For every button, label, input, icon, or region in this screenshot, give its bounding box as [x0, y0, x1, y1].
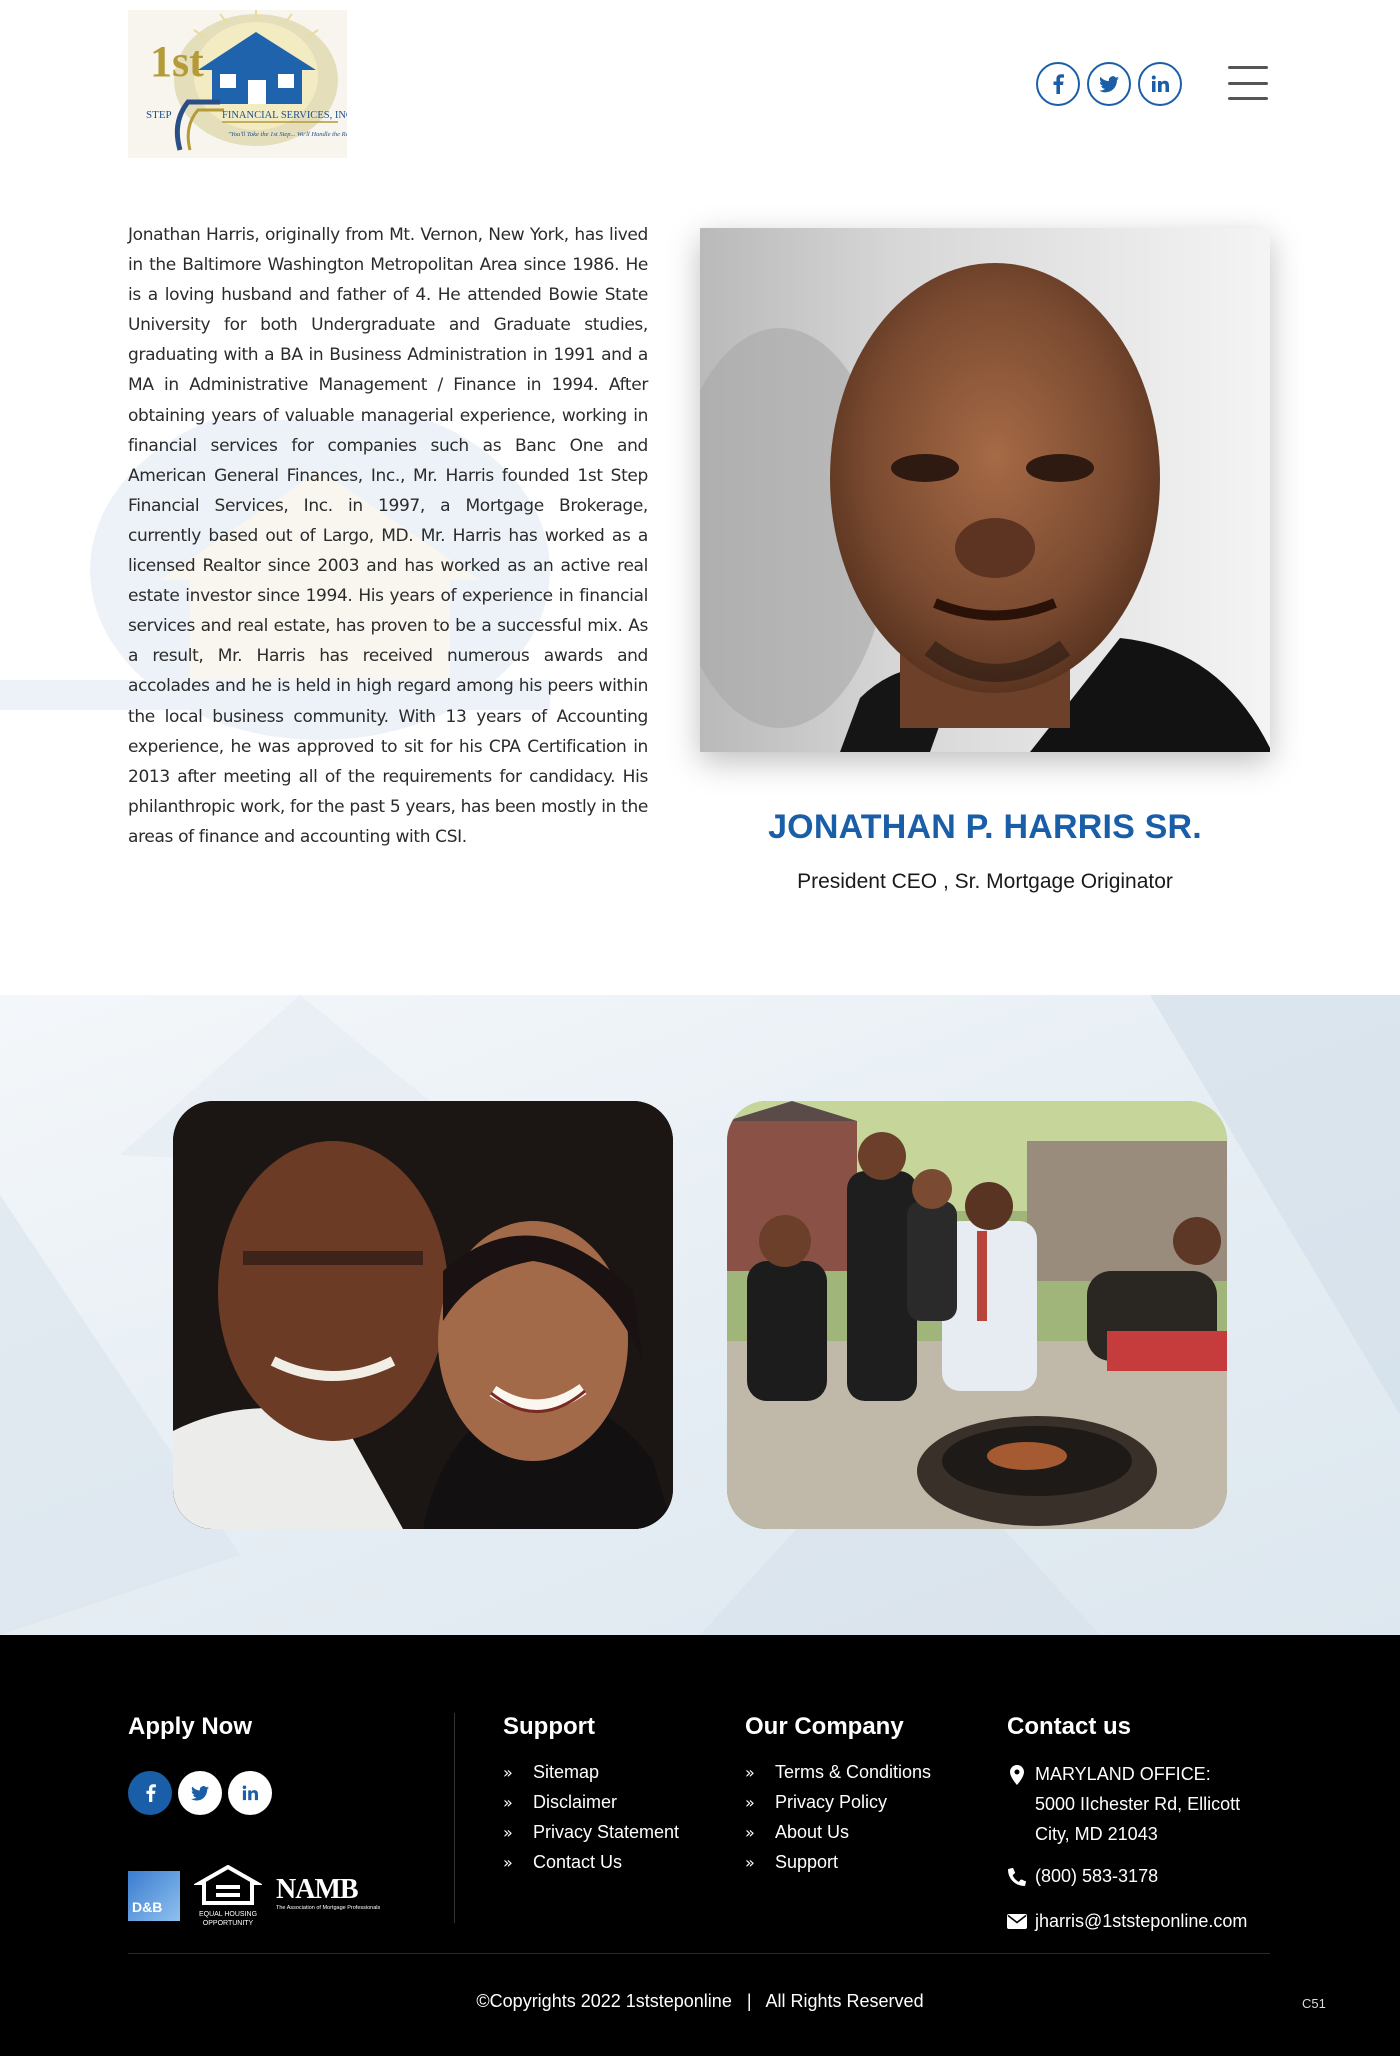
chevron-double-right-icon: » [503, 1792, 513, 1812]
header-social-links [1036, 62, 1182, 106]
footer-link-label: Privacy Policy [775, 1791, 888, 1812]
facebook-icon[interactable] [1036, 62, 1080, 106]
chevron-double-right-icon: » [503, 1822, 513, 1842]
footer-divider [454, 1713, 455, 1923]
equal-housing-line2: OPPORTUNITY [202, 1920, 254, 1927]
linkedin-icon[interactable] [1138, 62, 1182, 106]
corner-badge: C51 [1302, 1996, 1326, 2011]
company-links [745, 1757, 931, 1877]
support-heading: Support [503, 1713, 595, 1740]
twitter-icon[interactable] [178, 1771, 222, 1815]
email-address: jharris@1ststeponline.com [1035, 1911, 1248, 1931]
dnb-badge-label: D&B [132, 1899, 163, 1915]
chevron-double-right-icon: » [745, 1852, 755, 1872]
portrait-photo [700, 228, 1270, 752]
footer-link-label: Privacy Statement [533, 1821, 680, 1842]
footer-link-privacy-policy[interactable] [745, 1787, 931, 1817]
footer-link-sitemap[interactable] [503, 1757, 679, 1787]
couple-photo [173, 1101, 673, 1529]
namb-label: NAMB [276, 1874, 358, 1905]
logo-tagline: "You'll Take the 1st Step... We'll Handle the Rest" [228, 131, 347, 138]
apply-now-heading[interactable]: Apply Now [128, 1713, 252, 1740]
phone-icon [1007, 1861, 1027, 1891]
phone-number: (800) 583-3178 [1035, 1866, 1159, 1886]
chevron-double-right-icon: » [503, 1852, 513, 1872]
copyright-text [0, 1991, 1400, 2012]
chevron-double-right-icon: » [745, 1822, 755, 1842]
person-name: JONATHAN P. HARRIS SR. [768, 808, 1202, 846]
footer-link-terms[interactable] [745, 1757, 931, 1787]
footer-link-label: Sitemap [533, 1761, 600, 1782]
footer-link-label: Disclaimer [533, 1791, 618, 1812]
footer-social-links [128, 1771, 272, 1815]
footer-link-support[interactable] [745, 1847, 931, 1877]
our-company-heading: Our Company [745, 1713, 904, 1740]
footer-link-label: Support [775, 1851, 839, 1872]
chevron-double-right-icon: » [745, 1792, 755, 1812]
footer-link-contact-us[interactable] [503, 1847, 679, 1877]
site-header [0, 0, 1400, 175]
map-pin-icon [1007, 1759, 1027, 1849]
linkedin-icon[interactable] [228, 1771, 272, 1815]
dnb-badge [128, 1871, 180, 1921]
footer-link-label: About Us [775, 1821, 850, 1842]
family-photo [727, 1101, 1227, 1529]
certification-badges [128, 1865, 416, 1927]
namb-sublabel: The Association of Mortgage Professionals [276, 1905, 381, 1911]
footer-rule [128, 1953, 1270, 1954]
equal-housing-badge [194, 1865, 262, 1927]
facebook-icon[interactable] [128, 1771, 172, 1815]
footer-link-about-us[interactable] [745, 1817, 931, 1847]
company-logo[interactable] [128, 10, 347, 158]
support-links [503, 1757, 679, 1877]
site-footer [0, 1635, 1400, 2056]
chevron-double-right-icon: » [745, 1762, 755, 1782]
footer-link-label: Contact Us [533, 1851, 623, 1872]
house-icon [194, 1865, 262, 1905]
address-line-2: 5000 IIchester Rd, Ellicott [1035, 1794, 1241, 1814]
address-line-1: MARYLAND OFFICE: [1035, 1764, 1211, 1784]
footer-link-privacy-statement[interactable] [503, 1817, 679, 1847]
chevron-double-right-icon: » [503, 1762, 513, 1782]
namb-badge [276, 1876, 416, 1916]
copyright-label: ©Copyrights 2022 1ststeponline | All Rights Reserved [476, 1991, 924, 2011]
office-address [1007, 1759, 1240, 1849]
logo-number: 1st [150, 37, 204, 86]
phone-row[interactable] [1007, 1861, 1158, 1891]
envelope-icon [1007, 1906, 1027, 1936]
logo-right-text: FINANCIAL SERVICES, INC. [222, 110, 347, 121]
photo-gallery [0, 995, 1400, 1635]
bio-paragraph: Jonathan Harris, originally from Mt. Vernon, New York, has lived in the Baltimore Washington Metropolitan Area since 1986. He is a loving husband and father of 4. He attended Bowie State University for both Undergraduate and Graduate studies, graduating with a BA in Business Administration in 1991 and a MA in Administrative Management / Finance in 1994. After obtaining years of valuable managerial experience, working in financial services for companies such as Banc One and American General Finances, Inc., Mr. Harris founded 1st Step Financial Services, Inc. in 1997, a Mortgage Brokerage, currently based out of Largo, MD. Mr. Harris has worked as a licensed Realtor since 2003 and has worked as an active real estate investor since 1994. His years of experience in financial services and real estate, has proven to be a successful mix. As a result, Mr. Harris has received numerous awards and accolades and he is held in high regard among his peers within the local business community. With 13 years of Accounting experience, he was approved to sit for his CPA Certification in 2013 after meeting all of the requirements for candidacy. His philanthropic work, for the past 5 years, has been mostly in the areas of finance and accounting with CSI. [128, 225, 648, 847]
footer-link-label: Terms & Conditions [775, 1761, 932, 1782]
twitter-icon[interactable] [1087, 62, 1131, 106]
email-row[interactable] [1007, 1906, 1247, 1936]
equal-housing-line1: EQUAL HOUSING [198, 1911, 258, 1918]
contact-us-heading: Contact us [1007, 1713, 1132, 1740]
menu-icon[interactable] [1228, 66, 1268, 100]
logo-left-text: STEP [146, 109, 172, 121]
address-line-3: City, MD 21043 [1035, 1824, 1158, 1844]
person-title: President CEO , Sr. Mortgage Originator [797, 870, 1173, 893]
footer-link-disclaimer[interactable] [503, 1787, 679, 1817]
